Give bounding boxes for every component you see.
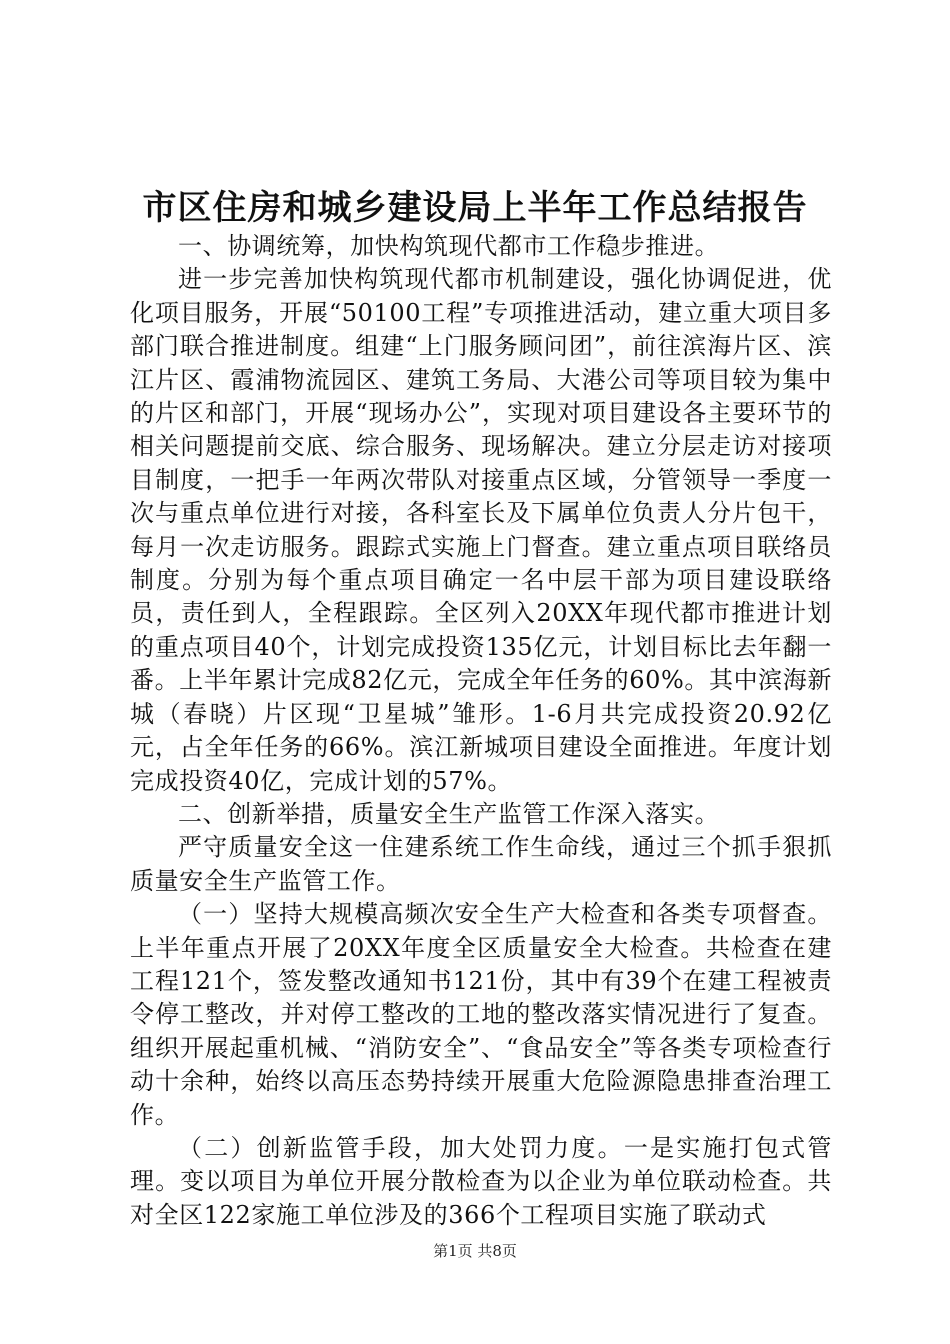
section-heading-2: 二、创新举措，质量安全生产监管工作深入落实。 [178, 799, 720, 828]
document-body [130, 230, 832, 1232]
paragraph-4: （二）创新监管手段，加大处罚力度。一是实施打包式管理。变以项目为单位开展分散检查为以企业为单位联动检查。共对全区122家施工单位涉及的366个工程项目实施了联动式 [130, 1133, 832, 1229]
page-footer: 第1页 共8页 [433, 1242, 517, 1260]
paragraph-1: 进一步完善加快构筑现代都市机制建设，强化协调促进，优化项目服务，开展“50100工程”专项推进活动，建立重大项目多部门联合推进制度。组建“上门服务顾问团”，前往滨海片区、滨江片区、霞浦物流园区、建筑工务局、大港公司等项目较为集中的片区和部门，开展“现场办公”，实现对项目建设各主要环节的相关问题提前交底、综合服务、现场解决。建立分层走访对接项目制度，一把手一年两次带队对接重点区域，分管领导一季度一次与重点单位进行对接，各科室长及下属单位负责人分片包干，每月一次走访服务。跟踪式实施上门督查。建立重点项目联络员制度。分别为每个重点项目确定一名中层干部为项目建设联络员，责任到人，全程跟踪。全区列入20XX年现代都市推进计划的重点项目40个，计划完成投资135亿元，计划目标比去年翻一番。上半年累计完成82亿元，完成全年任务的60%。其中滨海新城（春晓）片区现“卫星城”雏形。1-6月共完成投资20.92亿元，占全年任务的66%。滨江新城项目建设全面推进。年度计划完成投资40亿，完成计划的57%。 [130, 265, 832, 795]
document-title: 市区住房和城乡建设局上半年工作总结报告 [142, 188, 808, 228]
section-heading-1: 一、协调统筹，加快构筑现代都市工作稳步推进。 [178, 232, 720, 260]
paragraph-2: 严守质量安全这一住建系统工作生命线，通过三个抓手狠抓质量安全生产监管工作。 [130, 833, 832, 895]
paragraph-3: （一）坚持大规模高频次安全生产大检查和各类专项督查。上半年重点开展了20XX年度全区质量安全大检查。共检查在建工程121个，签发整改通知书121份，其中有39个在建工程被责令停工整改，并对停工整改的工地的整改落实情况进行了复查。组织开展起重机械、“消防安全”、“食品安全”等各类专项检查行动十余种，始终以高压态势持续开展重大危险源隐患排查治理工作。 [130, 900, 832, 1129]
